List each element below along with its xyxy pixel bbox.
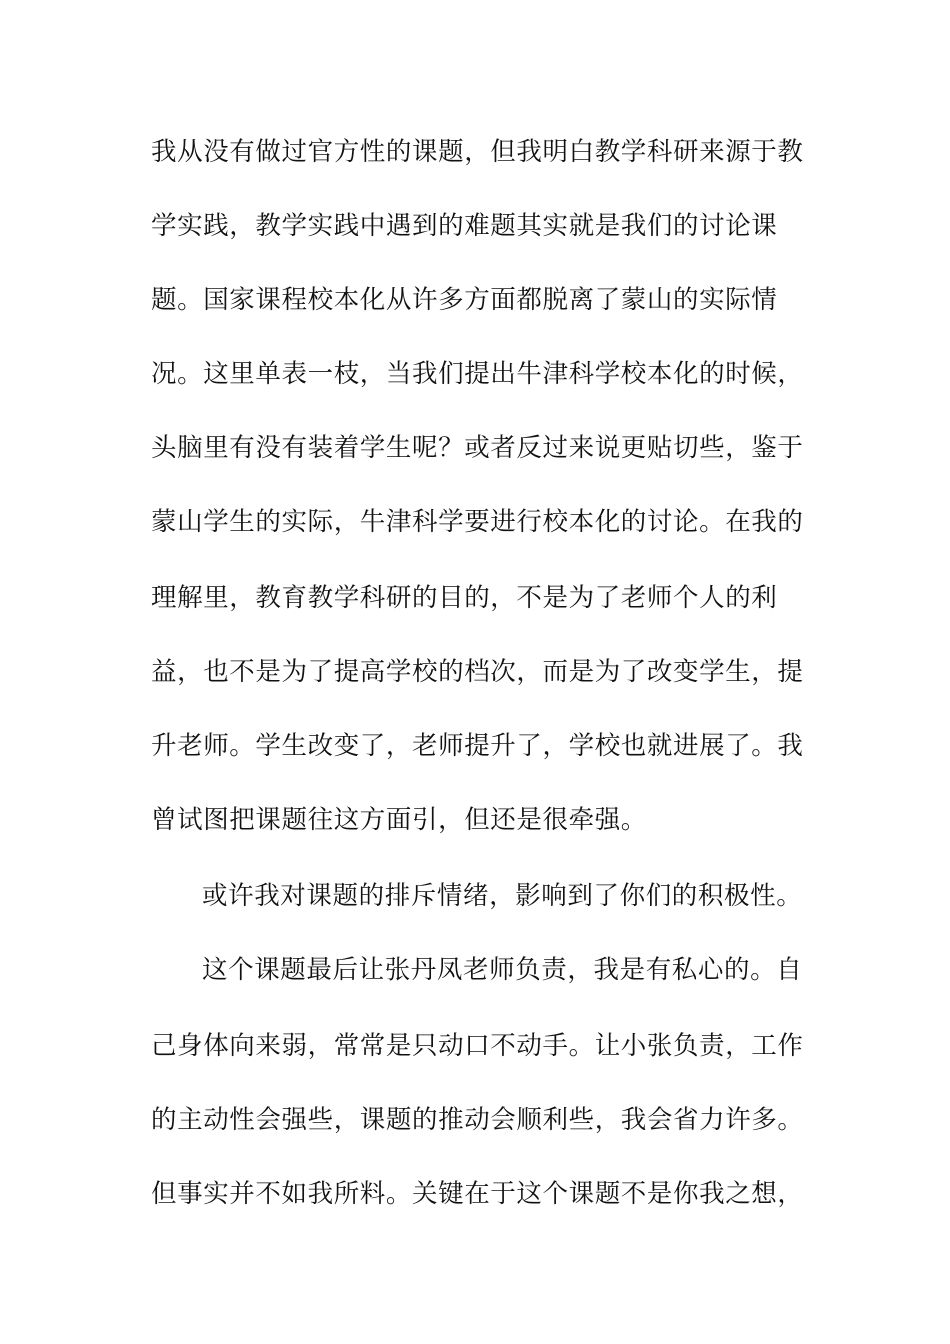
text-line: 升老师。学生改变了，老师提升了，学校也就进展了。我	[151, 731, 804, 761]
text-line: 学实践，教学实践中遇到的难题其实就是我们的讨论课	[151, 211, 778, 241]
paragraph-start-line: 这个课题最后让张丹凤老师负责，我是有私心的。自	[202, 955, 803, 985]
text-line: 但事实并不如我所料。关键在于这个课题不是你我之想，	[151, 1179, 804, 1209]
text-line: 蒙山学生的实际，牛津科学要进行校本化的讨论。在我的	[151, 507, 804, 537]
text-line: 头脑里有没有装着学生呢？或者反过来说更贴切些，鉴于	[151, 433, 804, 463]
text-line: 题。国家课程校本化从许多方面都脱离了蒙山的实际情	[151, 285, 778, 315]
text-line: 己身体向来弱，常常是只动口不动手。让小张负责，工作	[151, 1031, 804, 1061]
text-line: 的主动性会强些，课题的推动会顺利些，我会省力许多。	[151, 1105, 804, 1135]
text-line: 理解里，教育教学科研的目的，不是为了老师个人的利	[151, 583, 778, 613]
paragraph-start-line: 或许我对课题的排斥情绪，影响到了你们的积极性。	[202, 881, 803, 911]
text-line: 我从没有做过官方性的课题，但我明白教学科研来源于教	[151, 137, 804, 167]
text-line: 况。这里单表一枝，当我们提出牛津科学校本化的时候，	[151, 359, 804, 389]
text-line: 益，也不是为了提高学校的档次，而是为了改变学生，提	[151, 657, 804, 687]
text-line: 曾试图把课题往这方面引，但还是很牵强。	[151, 805, 647, 835]
